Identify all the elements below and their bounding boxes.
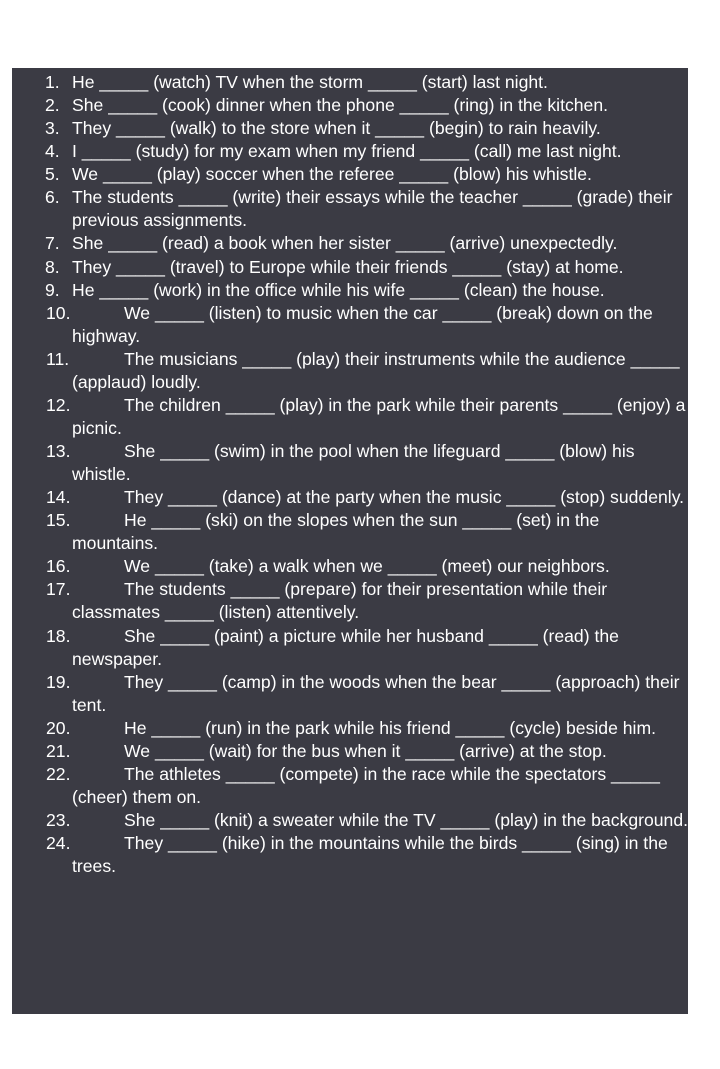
exercise-item bbox=[12, 163, 688, 186]
exercise-text: She _____ (swim) in the pool when the lifeguard _____ (blow) his whistle. bbox=[72, 441, 635, 485]
exercise-item bbox=[12, 717, 688, 740]
exercise-item bbox=[12, 763, 688, 809]
exercise-number: 13. bbox=[46, 441, 71, 461]
exercise-text: The children _____ (play) in the park while their parents _____ (enjoy) a picnic. bbox=[72, 394, 686, 438]
exercise-item bbox=[12, 578, 688, 624]
exercise-text: They _____ (camp) in the woods when the bear _____ (approach) their tent. bbox=[72, 671, 680, 715]
exercise-number: 9. bbox=[45, 279, 60, 300]
exercise-item bbox=[12, 256, 688, 279]
exercise-number: 18. bbox=[46, 625, 71, 646]
exercise-text: He _____ (ski) on the slopes when the sun _____ (set) in the mountains. bbox=[72, 510, 600, 554]
exercise-text: He _____ (watch) TV when the storm _____ (start) last night. bbox=[72, 72, 548, 92]
exercise-item bbox=[12, 232, 688, 255]
exercise-item bbox=[12, 740, 688, 763]
exercise-text: We _____ (listen) to music when the car _____ (break) down on the highway. bbox=[72, 302, 653, 346]
exercise-number: 19. bbox=[46, 671, 71, 692]
exercise-number: 11. bbox=[46, 348, 70, 369]
exercise-number: 17. bbox=[46, 579, 71, 600]
exercise-text: He _____ (work) in the office while his wife _____ (clean) the house. bbox=[72, 279, 605, 300]
exercise-text: We _____ (wait) for the bus when it _____ (arrive) at the stop. bbox=[124, 740, 607, 761]
exercise-text: They _____ (travel) to Europe while their friends _____ (stay) at home. bbox=[72, 256, 624, 277]
exercise-text: She _____ (knit) a sweater while the TV _____ (play) in the background. bbox=[124, 810, 688, 830]
exercise-number: 10. bbox=[46, 302, 71, 323]
exercise-item bbox=[12, 186, 688, 232]
exercise-text: She _____ (paint) a picture while her husband _____ (read) the newspaper. bbox=[72, 625, 619, 669]
exercise-text: The students _____ (write) their essays while the teacher _____ (grade) their previous assignments. bbox=[72, 187, 673, 231]
exercise-text: They _____ (hike) in the mountains while the birds _____ (sing) in the trees. bbox=[72, 833, 668, 877]
exercise-text: They _____ (walk) to the store when it _____ (begin) to rain heavily. bbox=[72, 118, 601, 139]
exercise-item bbox=[12, 440, 688, 486]
exercise-text: The students _____ (prepare) for their presentation while their classmates _____ (listen) attentively. bbox=[72, 579, 608, 623]
exercise-item bbox=[12, 486, 688, 509]
exercise-number: 3. bbox=[45, 118, 60, 139]
exercise-list bbox=[12, 71, 688, 878]
exercise-number: 22. bbox=[46, 763, 71, 784]
exercise-item bbox=[12, 94, 688, 117]
exercise-item bbox=[12, 71, 688, 94]
exercise-number: 8. bbox=[45, 256, 60, 277]
exercise-text: The athletes _____ (compete) in the race while the spectators _____ (cheer) them on. bbox=[72, 763, 660, 807]
exercise-item bbox=[12, 117, 688, 140]
exercise-item bbox=[12, 832, 688, 878]
exercise-item bbox=[12, 140, 688, 163]
exercise-item bbox=[12, 671, 688, 717]
exercise-text: She _____ (cook) dinner when the phone _____ (ring) in the kitchen. bbox=[72, 95, 608, 116]
exercise-item bbox=[12, 555, 688, 578]
exercise-number: 7. bbox=[45, 233, 60, 254]
exercise-item bbox=[12, 809, 688, 832]
exercise-text: She _____ (read) a book when her sister _____ (arrive) unexpectedly. bbox=[72, 233, 618, 254]
exercise-number: 6. bbox=[45, 187, 60, 208]
exercise-item bbox=[12, 509, 688, 555]
exercise-text: The musicians _____ (play) their instruments while the audience _____ (applaud) loudly. bbox=[72, 348, 680, 392]
exercise-number: 21. bbox=[46, 740, 71, 761]
exercise-number: 12. bbox=[46, 394, 71, 415]
exercise-text: We _____ (take) a walk when we _____ (meet) our neighbors. bbox=[124, 556, 610, 577]
exercise-number: 23. bbox=[46, 810, 71, 830]
exercise-item bbox=[12, 279, 688, 302]
exercise-item bbox=[12, 302, 688, 348]
exercise-number: 20. bbox=[46, 717, 71, 738]
exercise-number: 4. bbox=[45, 141, 60, 162]
exercise-number: 16. bbox=[46, 556, 71, 577]
exercise-item bbox=[12, 394, 688, 440]
exercise-text: They _____ (dance) at the party when the music _____ (stop) suddenly. bbox=[124, 487, 685, 508]
exercise-number: 2. bbox=[45, 95, 60, 116]
exercise-panel bbox=[12, 68, 688, 1014]
exercise-text: We _____ (play) soccer when the referee _____ (blow) his whistle. bbox=[72, 164, 592, 185]
exercise-number: 5. bbox=[45, 164, 60, 185]
exercise-number: 1. bbox=[45, 72, 60, 92]
exercise-text: He _____ (run) in the park while his friend _____ (cycle) beside him. bbox=[124, 717, 656, 738]
exercise-number: 24. bbox=[46, 833, 71, 854]
exercise-item bbox=[12, 625, 688, 671]
exercise-item bbox=[12, 348, 688, 394]
exercise-text: I _____ (study) for my exam when my friend _____ (call) me last night. bbox=[72, 141, 622, 162]
exercise-number: 15. bbox=[46, 510, 71, 531]
exercise-number: 14. bbox=[46, 487, 71, 508]
